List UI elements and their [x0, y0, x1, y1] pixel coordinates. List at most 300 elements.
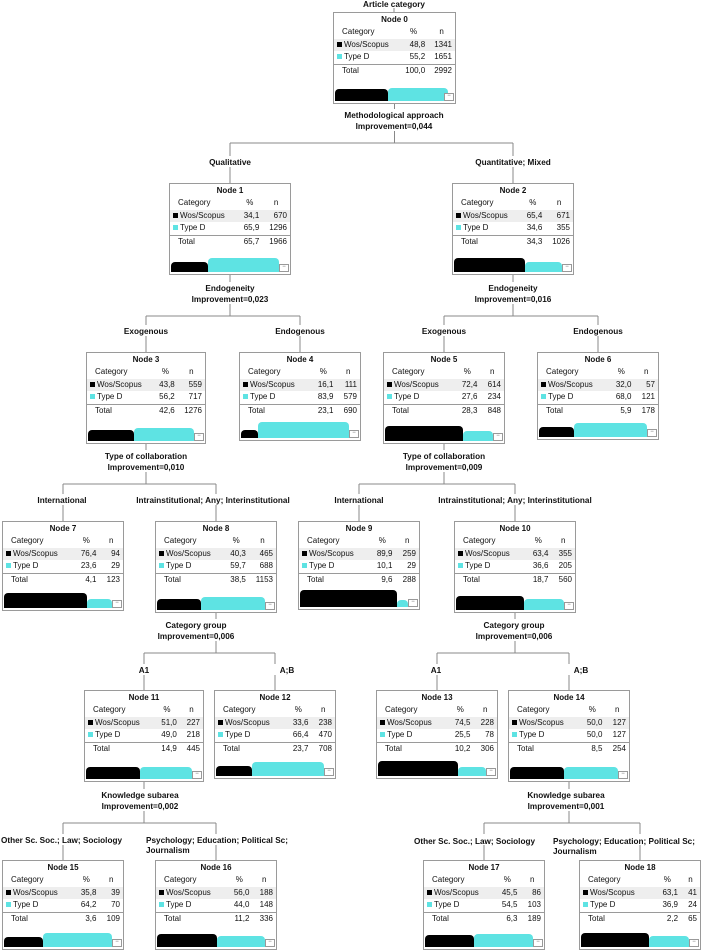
typed-percent: 36,6: [532, 561, 549, 570]
branch-label: Qualitative: [209, 158, 251, 167]
node-bar-chart: [456, 590, 563, 610]
wos-bar: [4, 593, 87, 608]
row-label-typed: Type D: [225, 730, 251, 739]
wos-count: 127: [612, 717, 626, 727]
col-header-percent: %: [82, 536, 90, 545]
tree-node: [155, 860, 277, 950]
total-count: 445: [180, 742, 203, 755]
wos-percent: 40,3: [230, 548, 246, 558]
typed-bar: [474, 934, 533, 947]
row-label-typed: Type D: [166, 561, 192, 570]
wos-count: 259: [402, 548, 416, 558]
collapse-toggle-icon[interactable]: −: [349, 430, 359, 438]
total-count: 123: [99, 573, 123, 586]
col-header-percent: %: [82, 875, 90, 884]
node-table: [334, 26, 455, 77]
wos-percent: 76,4: [80, 548, 97, 558]
wos-bar: [335, 89, 388, 101]
col-header-n: n: [189, 367, 194, 376]
collapse-toggle-icon[interactable]: −: [689, 939, 699, 947]
typed-count: 103: [527, 900, 541, 909]
wos-percent: 45,5: [501, 887, 518, 897]
typed-percent: 23,6: [80, 561, 97, 570]
col-header-n: n: [189, 705, 194, 714]
split-label: Type of collaboration Improvement=0,010: [104, 452, 188, 472]
wos-percent: 56,0: [233, 887, 250, 897]
wos-count: 1341: [434, 39, 452, 49]
row-label-total: Total: [3, 912, 73, 925]
typed-swatch-icon: [456, 225, 461, 230]
typed-bar: [388, 88, 448, 101]
row-label-wos: Wos/Scopus: [166, 887, 211, 897]
col-header-category: Category: [95, 367, 128, 376]
node-title: Node 5: [430, 355, 458, 364]
col-header-n: n: [260, 536, 265, 545]
typed-count: 1296: [269, 223, 287, 232]
wos-bar: [216, 766, 252, 776]
typed-percent: 49,0: [161, 730, 177, 739]
typed-percent: 66,4: [292, 730, 309, 739]
typed-swatch-icon: [512, 732, 517, 737]
node-bar-chart: [425, 927, 532, 947]
wos-percent: 65,4: [526, 210, 543, 220]
row-label-total: Total: [215, 742, 285, 755]
split-label: Knowledge subarea Improvement=0,001: [527, 791, 605, 811]
typed-swatch-icon: [380, 732, 385, 737]
typed-count: 29: [407, 561, 416, 570]
wos-count: 238: [318, 717, 332, 727]
branch-label: A1: [430, 666, 442, 675]
wos-swatch-icon: [302, 551, 307, 556]
typed-count: 70: [111, 900, 120, 909]
wos-percent: 63,1: [662, 887, 679, 897]
typed-percent: 10,1: [376, 561, 393, 570]
typed-percent: 50,0: [586, 730, 603, 739]
row-label-wos: Wos/Scopus: [250, 379, 295, 389]
typed-count: 355: [556, 223, 570, 232]
typed-swatch-icon: [218, 732, 223, 737]
total-percent: 3,6: [73, 912, 99, 925]
row-label-typed: Type D: [97, 392, 123, 401]
node-title: Node 15: [47, 863, 79, 872]
branch-label: A;B: [279, 666, 295, 675]
wos-swatch-icon: [387, 382, 392, 387]
node-table: [453, 197, 573, 248]
wos-count: 57: [646, 379, 655, 389]
typed-swatch-icon: [159, 563, 164, 568]
node-title: Node 18: [624, 863, 656, 872]
split-label: Category group Improvement=0,006: [475, 621, 553, 641]
row-label-wos: Wos/Scopus: [434, 887, 479, 897]
node-title: Node 4: [286, 355, 314, 364]
row-label-typed: Type D: [13, 900, 39, 909]
row-label-wos: Wos/Scopus: [309, 548, 354, 558]
wos-bar: [385, 426, 463, 441]
total-count: 336: [252, 912, 276, 925]
typed-bar: [258, 422, 349, 438]
total-count: 306: [473, 742, 497, 755]
tree-node: [169, 183, 291, 275]
typed-bar: [252, 762, 324, 776]
col-header-n: n: [320, 705, 326, 714]
wos-count: 188: [259, 887, 273, 897]
col-header-category: Category: [385, 705, 418, 714]
wos-count: 465: [259, 548, 273, 558]
node-title: Node 14: [553, 693, 585, 702]
total-percent: 2,2: [654, 912, 681, 925]
typed-percent: 55,2: [409, 52, 426, 61]
wos-swatch-icon: [337, 42, 342, 47]
typed-count: 148: [259, 900, 273, 909]
collapse-toggle-icon[interactable]: −: [408, 599, 418, 607]
tree-node: [2, 521, 124, 611]
row-label-wos: Wos/Scopus: [13, 887, 58, 897]
col-header-percent: %: [161, 367, 169, 376]
node-bar-chart: [385, 421, 492, 441]
typed-count: 688: [259, 561, 273, 570]
collapse-toggle-icon[interactable]: −: [647, 429, 657, 437]
collapse-toggle-icon[interactable]: −: [486, 768, 496, 776]
row-label-total: Total: [509, 742, 579, 755]
node-table: [156, 874, 276, 925]
wos-swatch-icon: [159, 890, 164, 895]
typed-bar: [524, 599, 564, 610]
row-label-total: Total: [240, 404, 310, 417]
row-label-wos: Wos/Scopus: [548, 379, 593, 389]
node-bar-chart: [216, 756, 323, 776]
col-header-percent: %: [246, 198, 254, 207]
split-label: Type of collaboration Improvement=0,009: [402, 452, 486, 472]
wos-count: 355: [558, 548, 572, 558]
node-table: [299, 535, 419, 586]
typed-bar: [43, 933, 112, 947]
collapse-toggle-icon[interactable]: −: [324, 768, 334, 776]
collapse-toggle-icon[interactable]: −: [194, 433, 204, 441]
row-label-typed: Type D: [344, 52, 370, 61]
row-label-typed: Type D: [180, 223, 206, 232]
col-header-category: Category: [546, 367, 579, 376]
tree-node: [214, 690, 336, 779]
collapse-toggle-icon[interactable]: −: [192, 771, 202, 779]
wos-bar: [157, 599, 201, 610]
typed-percent: 65,9: [243, 223, 260, 232]
wos-swatch-icon: [583, 890, 588, 895]
branch-label: Exogenous: [123, 327, 169, 336]
branch-label: A1: [138, 666, 150, 675]
wos-percent: 89,9: [376, 548, 393, 558]
col-header-category: Category: [164, 875, 197, 884]
collapse-toggle-icon[interactable]: −: [279, 264, 289, 272]
collapse-toggle-icon[interactable]: −: [265, 939, 275, 947]
node-title: Node 1: [216, 186, 244, 195]
wos-count: 614: [487, 379, 501, 389]
wos-count: 559: [188, 379, 202, 389]
typed-swatch-icon: [6, 902, 11, 907]
node-bar-chart: [88, 421, 193, 441]
wos-swatch-icon: [456, 213, 461, 218]
wos-swatch-icon: [541, 382, 546, 387]
tree-node: [579, 860, 701, 950]
col-header-percent: %: [410, 27, 418, 36]
col-header-percent: %: [456, 705, 464, 714]
total-percent: 8,5: [579, 742, 605, 755]
typed-count: 78: [485, 730, 494, 739]
row-label-typed: Type D: [548, 392, 574, 401]
node-title: Node 12: [259, 693, 291, 702]
wos-swatch-icon: [6, 890, 11, 895]
collapse-toggle-icon[interactable]: −: [493, 433, 503, 441]
typed-percent: 64,2: [80, 900, 97, 909]
row-label-wos: Wos/Scopus: [95, 717, 140, 727]
typed-swatch-icon: [337, 54, 342, 59]
tree-node: [508, 690, 630, 782]
typed-count: 470: [318, 730, 332, 739]
wos-count: 86: [532, 887, 541, 897]
typed-percent: 68,0: [615, 392, 632, 401]
typed-bar: [463, 431, 493, 441]
col-header-percent: %: [163, 705, 171, 714]
collapse-toggle-icon[interactable]: −: [618, 771, 628, 779]
typed-bar: [134, 428, 194, 441]
col-header-percent: %: [463, 367, 471, 376]
row-label-typed: Type D: [463, 223, 489, 232]
wos-count: 94: [111, 548, 120, 558]
split-label: Category group Improvement=0,006: [157, 621, 235, 641]
total-percent: 65,7: [237, 235, 262, 248]
node-title: Node 3: [132, 355, 160, 364]
col-header-percent: %: [663, 875, 671, 884]
row-label-total: Total: [538, 404, 608, 417]
col-header-n: n: [688, 875, 693, 884]
col-header-n: n: [439, 27, 444, 36]
typed-swatch-icon: [88, 732, 93, 737]
wos-bar: [581, 933, 649, 947]
wos-swatch-icon: [243, 382, 248, 387]
node-title: Node 16: [200, 863, 232, 872]
col-header-n: n: [482, 705, 488, 714]
tree-title: Article category: [363, 0, 425, 9]
node-table: [170, 197, 290, 248]
collapse-toggle-icon[interactable]: −: [533, 939, 543, 947]
wos-bar: [510, 767, 564, 779]
wos-swatch-icon: [458, 551, 463, 556]
branch-label: A;B: [573, 666, 589, 675]
row-label-typed: Type D: [387, 730, 413, 739]
row-label-typed: Type D: [250, 392, 276, 401]
node-bar-chart: [510, 759, 617, 779]
row-label-wos: Wos/Scopus: [225, 717, 270, 727]
node-table: [455, 535, 575, 586]
total-percent: 10,2: [447, 742, 473, 755]
wos-percent: 33,6: [292, 717, 309, 727]
branch-label: Endogenous: [573, 327, 623, 336]
row-label-typed: Type D: [465, 561, 491, 570]
node-table: [509, 704, 629, 755]
typed-bar: [458, 767, 486, 776]
col-header-category: Category: [93, 705, 126, 714]
node-bar-chart: [581, 927, 688, 947]
col-header-n: n: [614, 705, 620, 714]
node-table: [384, 366, 504, 417]
collapse-toggle-icon[interactable]: −: [564, 602, 574, 610]
total-percent: 34,3: [520, 235, 545, 248]
row-label-wos: Wos/Scopus: [387, 717, 432, 727]
node-bar-chart: [157, 590, 264, 610]
node-bar-chart: [300, 587, 407, 607]
col-header-percent: %: [294, 705, 302, 714]
typed-count: 579: [343, 392, 357, 401]
wos-percent: 51,0: [161, 717, 177, 727]
col-header-n: n: [489, 367, 495, 376]
branch-label: Intrainstitutional; Any; Interinstitutional: [136, 496, 290, 505]
wos-percent: 32,0: [615, 379, 632, 389]
wos-percent: 48,8: [409, 39, 426, 49]
col-header-category: Category: [11, 875, 44, 884]
wos-percent: 74,5: [454, 717, 471, 727]
total-count: 848: [480, 404, 504, 417]
col-header-n: n: [273, 198, 279, 207]
wos-bar: [157, 934, 217, 947]
col-header-percent: %: [529, 198, 537, 207]
tree-node: [298, 521, 420, 610]
typed-bar: [397, 600, 408, 607]
total-count: 690: [336, 404, 360, 417]
tree-node: [84, 690, 204, 782]
branch-label: International: [37, 496, 87, 505]
collapse-toggle-icon[interactable]: −: [444, 93, 454, 101]
split-label: Knowledge subarea Improvement=0,002: [101, 791, 179, 811]
wos-swatch-icon: [173, 213, 178, 218]
node-bar-chart: [4, 588, 111, 608]
typed-swatch-icon: [458, 563, 463, 568]
row-label-total: Total: [87, 404, 153, 417]
wos-percent: 72,4: [461, 379, 478, 389]
col-header-category: Category: [223, 705, 256, 714]
wos-swatch-icon: [6, 551, 11, 556]
col-header-percent: %: [534, 536, 542, 545]
node-table: [3, 874, 123, 925]
total-count: 288: [395, 573, 419, 586]
col-header-category: Category: [392, 367, 425, 376]
typed-swatch-icon: [6, 563, 11, 568]
node-bar-chart: [241, 418, 348, 438]
tree-node: [537, 352, 659, 440]
row-label-total: Total: [377, 742, 447, 755]
row-label-total: Total: [580, 912, 654, 925]
branch-label: Journalism: [146, 846, 190, 855]
wos-bar: [454, 258, 525, 272]
col-header-n: n: [108, 875, 114, 884]
wos-bar: [425, 935, 474, 947]
typed-percent: 54,5: [501, 900, 518, 909]
total-percent: 28,3: [454, 404, 480, 417]
row-label-typed: Type D: [394, 392, 420, 401]
collapse-toggle-icon[interactable]: −: [265, 602, 275, 610]
typed-bar: [208, 258, 279, 272]
wos-count: 671: [556, 210, 570, 220]
node-bar-chart: [378, 756, 485, 776]
tree-node: [239, 352, 361, 441]
col-header-percent: %: [588, 705, 596, 714]
total-count: 65: [681, 912, 700, 925]
typed-percent: 44,0: [233, 900, 250, 909]
node-table: [240, 366, 360, 417]
typed-bar: [201, 597, 265, 610]
total-count: 178: [634, 404, 658, 417]
total-percent: 38,5: [224, 573, 249, 586]
wos-bar: [88, 430, 134, 441]
row-label-typed: Type D: [13, 561, 39, 570]
total-percent: 100,0: [399, 64, 428, 77]
tree-node: [333, 12, 456, 104]
col-header-category: Category: [11, 536, 44, 545]
collapse-toggle-icon[interactable]: −: [112, 939, 122, 947]
typed-count: 24: [688, 900, 697, 909]
wos-percent: 50,0: [586, 717, 603, 727]
total-count: 189: [520, 912, 544, 925]
typed-percent: 59,7: [230, 561, 246, 570]
col-header-category: Category: [588, 875, 621, 884]
typed-bar: [140, 767, 192, 779]
wos-bar: [378, 761, 458, 776]
wos-bar: [171, 262, 208, 272]
row-label-total: Total: [156, 573, 224, 586]
wos-percent: 63,4: [532, 548, 549, 558]
collapse-toggle-icon[interactable]: −: [112, 600, 122, 608]
collapse-toggle-icon[interactable]: −: [562, 264, 572, 272]
branch-label: Journalism: [553, 847, 597, 856]
col-header-percent: %: [617, 367, 625, 376]
typed-swatch-icon: [583, 902, 588, 907]
row-label-total: Total: [85, 742, 154, 755]
node-title: Node 11: [128, 693, 160, 702]
typed-swatch-icon: [387, 394, 392, 399]
node-bar-chart: [157, 927, 264, 947]
wos-bar: [86, 767, 140, 779]
total-count: 2992: [428, 64, 455, 77]
total-percent: 6,3: [494, 912, 520, 925]
col-header-n: n: [404, 536, 410, 545]
row-label-typed: Type D: [95, 730, 121, 739]
node-table: [538, 366, 658, 417]
col-header-n: n: [560, 536, 566, 545]
branch-label: Intrainstitutional; Any; Interinstitutional: [438, 496, 592, 505]
row-label-wos: Wos/Scopus: [166, 548, 211, 558]
typed-percent: 27,6: [461, 392, 478, 401]
node-table: [377, 704, 497, 755]
total-percent: 23,1: [310, 404, 336, 417]
row-label-typed: Type D: [434, 900, 460, 909]
wos-count: 111: [344, 379, 357, 389]
total-count: 708: [311, 742, 335, 755]
total-percent: 42,6: [153, 404, 178, 417]
wos-swatch-icon: [427, 890, 432, 895]
row-label-typed: Type D: [166, 900, 192, 909]
wos-swatch-icon: [88, 720, 93, 725]
total-count: 1276: [178, 404, 205, 417]
branch-label: Exogenous: [421, 327, 467, 336]
col-header-category: Category: [517, 705, 550, 714]
typed-swatch-icon: [173, 225, 178, 230]
row-label-total: Total: [455, 573, 525, 586]
node-title: Node 6: [584, 355, 612, 364]
node-table: [156, 535, 276, 586]
node-title: Node 7: [49, 524, 77, 533]
total-count: 1966: [262, 235, 290, 248]
row-label-total: Total: [334, 64, 399, 77]
wos-count: 228: [480, 717, 494, 727]
typed-swatch-icon: [302, 563, 307, 568]
